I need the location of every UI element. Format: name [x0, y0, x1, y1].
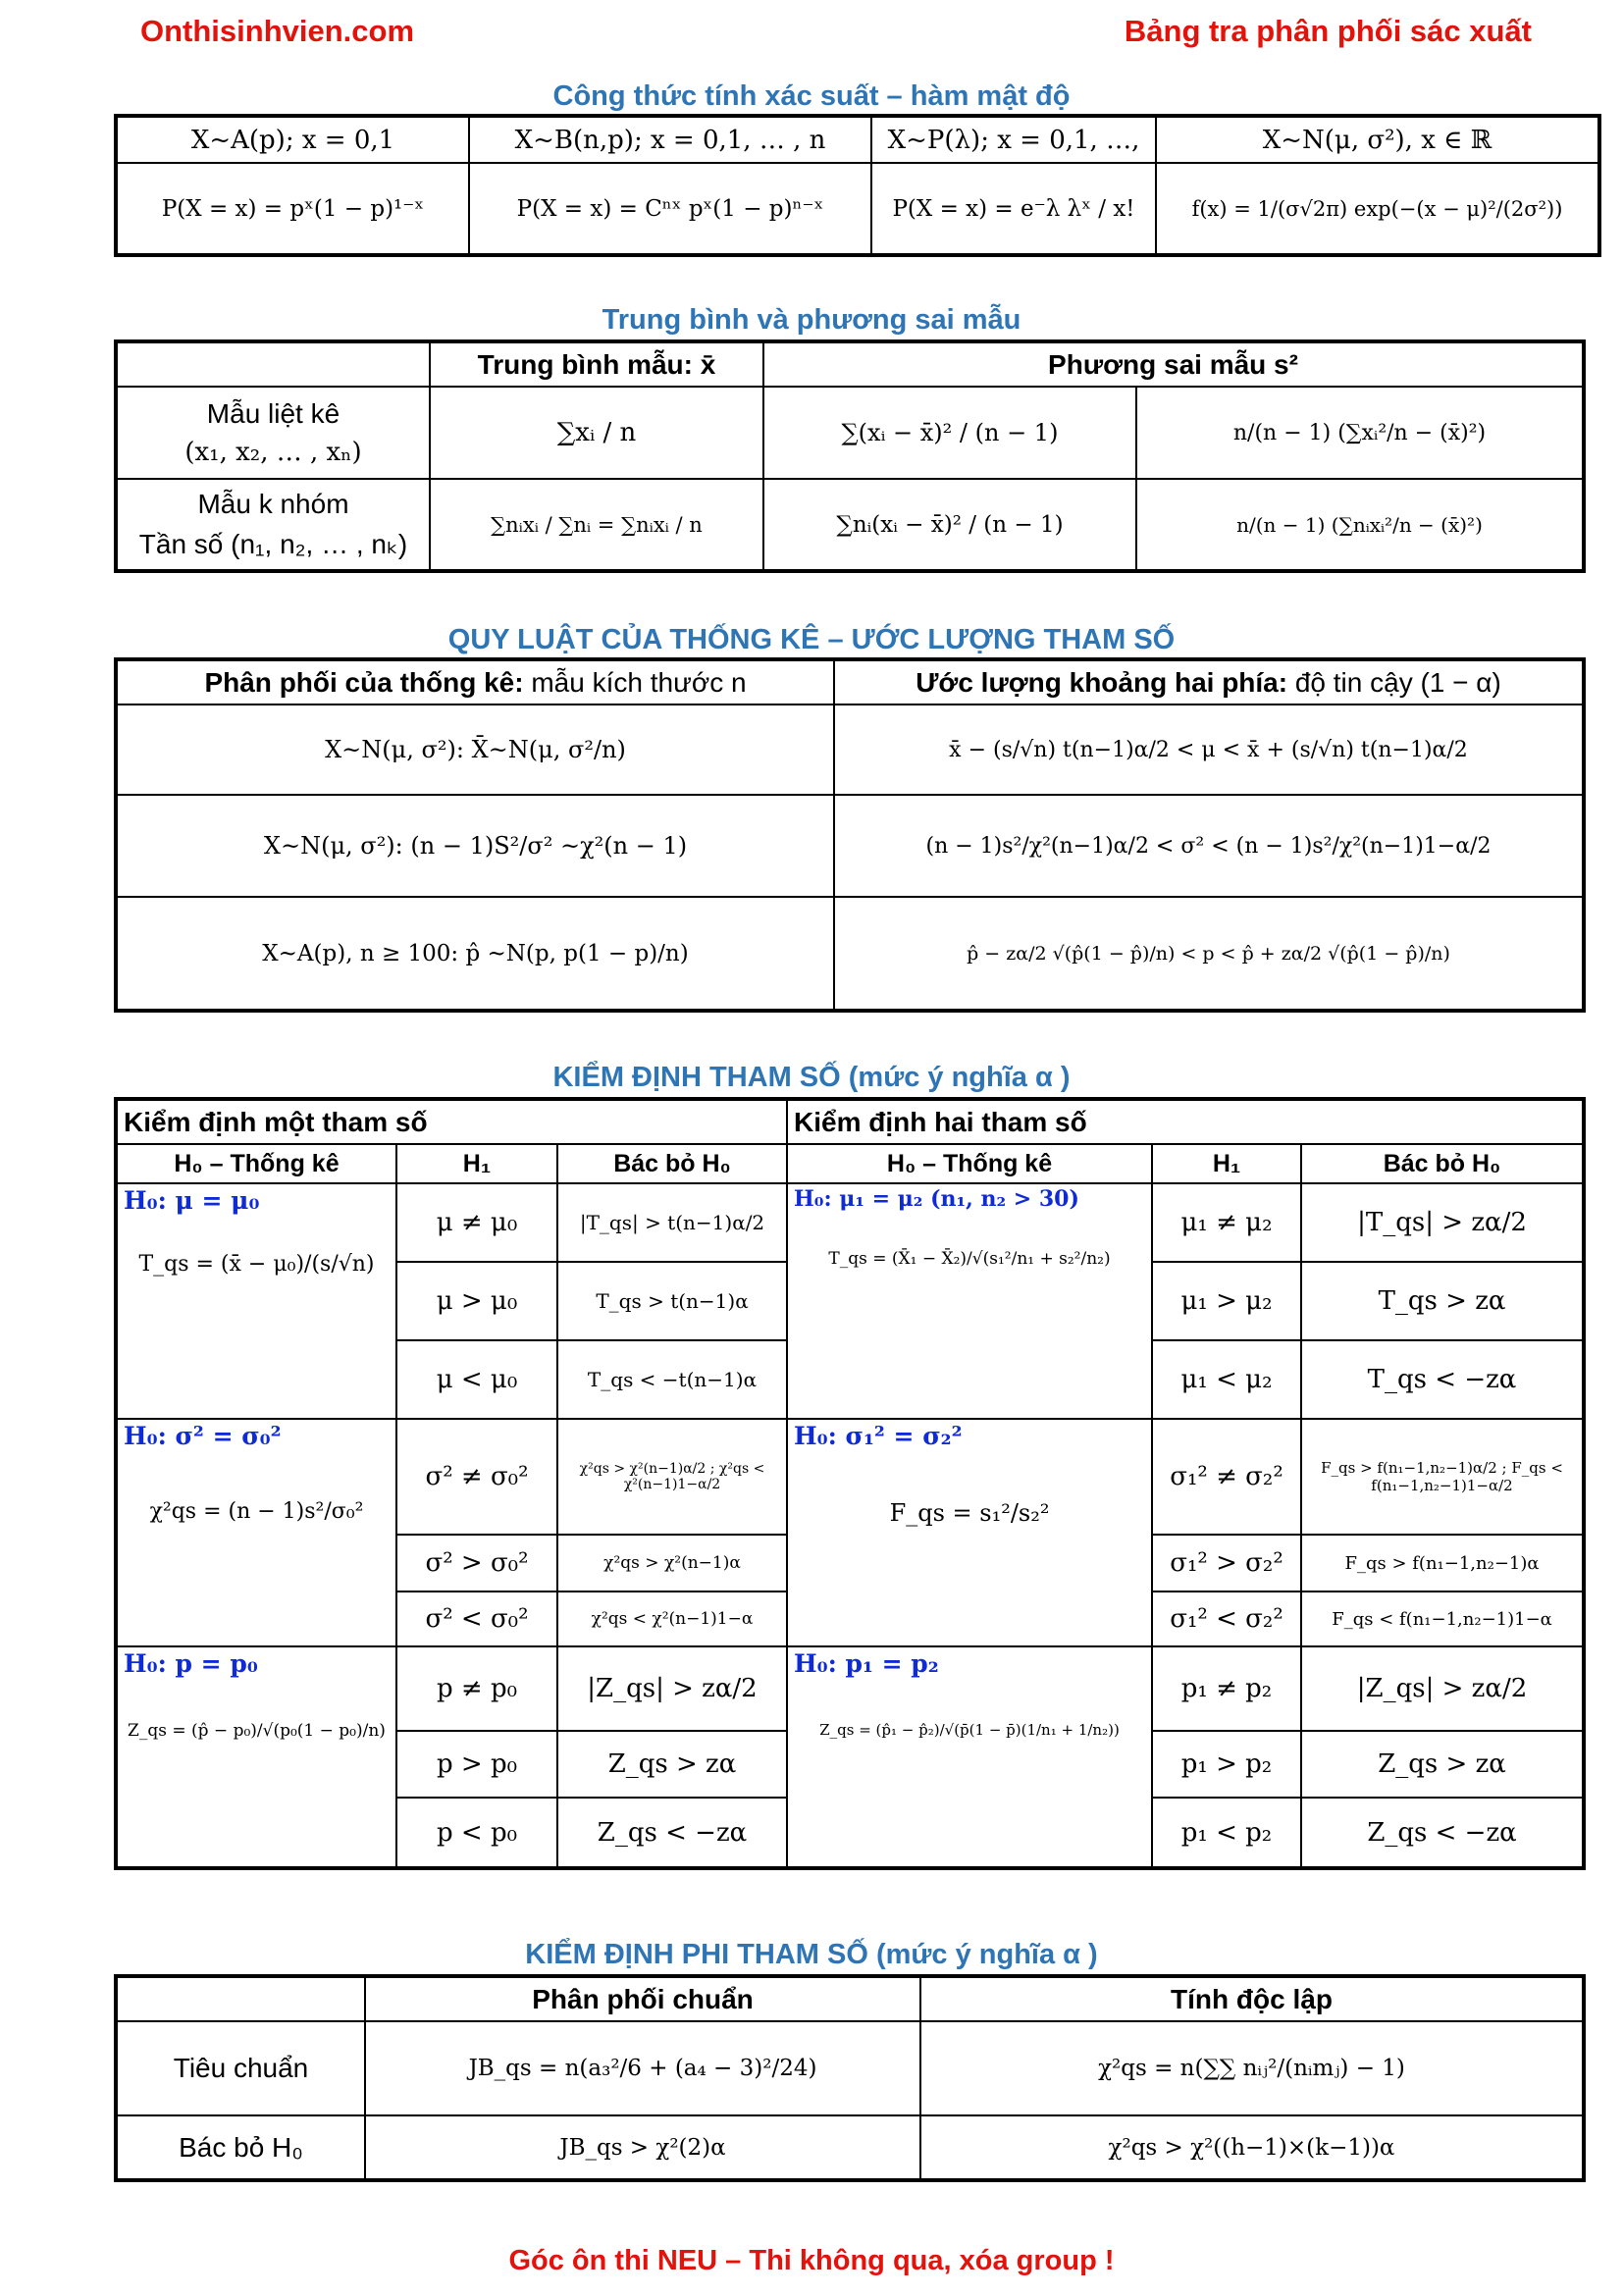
h1-cell: σ² < σ₀²: [396, 1592, 557, 1646]
mean-header: Trung bình mẫu: x̄: [430, 341, 763, 387]
h1-cell: p < p₀: [396, 1798, 557, 1868]
h1-cell: σ² ≠ σ₀²: [396, 1419, 557, 1535]
variance-test-two: H₀: σ₁² = σ₂² F_qs = s₁²/s₂²: [787, 1419, 1152, 1646]
listed-sample-label: Mẫu liệt kê (x₁, x₂, … , xₙ): [116, 387, 430, 479]
col-h0-left: H₀ – Thống kê: [116, 1144, 396, 1183]
jb-reject: JB_qs > χ²(2)α: [365, 2115, 920, 2180]
reject-cell: |Z_qs| > zα/2: [1301, 1646, 1584, 1731]
section-estimation-title: QUY LUẬT CỦA THỐNG KÊ – ƯỚC LƯỢNG THAM SỐ: [447, 624, 1176, 655]
chi-square-reject: χ²qs > χ²((h−1)×(k−1))α: [920, 2115, 1584, 2180]
proportion-test-one: H₀: p = p₀ Z_qs = (p̂ − p₀)/√(p₀(1 − p₀)/n): [116, 1646, 396, 1868]
sheet-title: Bảng tra phân phối sác xuất: [1124, 14, 1532, 48]
col-h1-left: H₁: [396, 1144, 557, 1183]
variance-interval: (n − 1)s²/χ²(n−1)α/2 < σ² < (n − 1)s²/χ²(n−1)1−α/2: [834, 795, 1584, 897]
variance-header: Phương sai mẫu s²: [763, 341, 1584, 387]
col-reject-right: Bác bỏ H₀: [1301, 1144, 1584, 1183]
probability-table: [114, 114, 1601, 257]
reject-cell: T_qs > zα: [1301, 1262, 1584, 1340]
col-reject-left: Bác bỏ H₀: [557, 1144, 787, 1183]
one-param-header: Kiểm định một tham số: [116, 1099, 787, 1144]
dist-bernoulli: X~A(p); x = 0,1: [116, 116, 469, 163]
h1-cell: μ₁ ≠ μ₂: [1152, 1183, 1301, 1262]
mean-interval: x̄ − (s/√n) t(n−1)α/2 < μ < x̄ + (s/√n) t(n−1)α/2: [834, 704, 1584, 795]
h1-cell: σ₁² > σ₂²: [1152, 1535, 1301, 1592]
reject-cell: Z_qs > zα: [557, 1731, 787, 1798]
h1-cell: μ₁ > μ₂: [1152, 1262, 1301, 1340]
two-param-header: Kiểm định hai tham số: [787, 1099, 1584, 1144]
col-h0-right: H₀ – Thống kê: [787, 1144, 1152, 1183]
col-h1-right: H₁: [1152, 1144, 1301, 1183]
independence-header: Tính độc lập: [920, 1976, 1584, 2021]
reject-label: Bác bỏ H₀: [116, 2115, 365, 2180]
reject-cell: |Z_qs| > zα/2: [557, 1646, 787, 1731]
criterion-label: Tiêu chuẩn: [116, 2021, 365, 2115]
mean-test-two: H₀: μ₁ = μ₂ (n₁, n₂ > 30) T_qs = (X̄₁ − X̄₂)/√(s₁²/n₁ + s₂²/n₂): [787, 1183, 1152, 1419]
jb-statistic: JB_qs = n(a₃²/6 + (a₄ − 3)²/24): [365, 2021, 920, 2115]
pdf-normal: f(x) = 1/(σ√2π) exp(−(x − μ)²/(2σ²)): [1156, 163, 1599, 255]
listed-variance-1: ∑(xᵢ − x̄)² / (n − 1): [763, 387, 1136, 479]
reject-cell: χ²qs > χ²(n−1)α/2 ; χ²qs < χ²(n−1)1−α/2: [557, 1419, 787, 1535]
reject-cell: Z_qs < −zα: [557, 1798, 787, 1868]
h1-cell: p₁ ≠ p₂: [1152, 1646, 1301, 1731]
grouped-variance-1: ∑nᵢ(xᵢ − x̄)² / (n − 1): [763, 479, 1136, 571]
grouped-sample-label: Mẫu k nhóm Tần số (n₁, n₂, … , nₖ): [116, 479, 430, 571]
h1-cell: p₁ > p₂: [1152, 1731, 1301, 1798]
grouped-variance-2: n/(n − 1) (∑nᵢxᵢ²/n − (x̄)²): [1136, 479, 1584, 571]
h1-cell: μ > μ₀: [396, 1262, 557, 1340]
grouped-mean: ∑nᵢxᵢ / ∑nᵢ = ∑nᵢxᵢ / n: [430, 479, 763, 571]
pmf-bernoulli: P(X = x) = pˣ(1 − p)¹⁻ˣ: [116, 163, 469, 255]
h1-cell: σ₁² ≠ σ₂²: [1152, 1419, 1301, 1535]
dist-normal: X~N(μ, σ²), x ∈ ℝ: [1156, 116, 1599, 163]
section-sample-title: Trung bình và phương sai mẫu: [602, 304, 1021, 336]
chi-square-statistic: χ²qs = n(∑∑ nᵢⱼ²/(nᵢmⱼ) − 1): [920, 2021, 1584, 2115]
reject-cell: Z_qs < −zα: [1301, 1798, 1584, 1868]
section-hypothesis-title: KIỂM ĐỊNH THAM SỐ (mức ý nghĩa α ): [552, 1062, 1071, 1093]
proportion-interval: p̂ − zα/2 √(p̂(1 − p̂)/n) < p < p̂ + zα/2 √(p̂(1 − p̂)/n): [834, 897, 1584, 1011]
reject-cell: |T_qs| > t(n−1)α/2: [557, 1183, 787, 1262]
h1-cell: σ² > σ₀²: [396, 1535, 557, 1592]
nonparametric-table: [114, 1974, 1586, 2182]
listed-variance-2: n/(n − 1) (∑xᵢ²/n − (x̄)²): [1136, 387, 1584, 479]
estimation-table: [114, 657, 1586, 1013]
proportion-test-two: H₀: p₁ = p₂ Z_qs = (p̂₁ − p̂₂)/√(p̄(1 − p̄)(1/n₁ + 1/n₂)): [787, 1646, 1152, 1868]
reject-cell: χ²qs < χ²(n−1)1−α: [557, 1592, 787, 1646]
reject-cell: χ²qs > χ²(n−1)α: [557, 1535, 787, 1592]
h1-cell: p ≠ p₀: [396, 1646, 557, 1731]
estimation-right-header: Ước lượng khoảng hai phía: độ tin cậy (1 − α): [834, 659, 1584, 704]
reject-cell: T_qs > t(n−1)α: [557, 1262, 787, 1340]
reject-cell: T_qs < −t(n−1)α: [557, 1340, 787, 1419]
proportion-distribution: X~A(p), n ≥ 100: p̂ ~N(p, p(1 − p)/n): [116, 897, 834, 1011]
h1-cell: μ₁ < μ₂: [1152, 1340, 1301, 1419]
normality-header: Phân phối chuẩn: [365, 1976, 920, 2021]
footer-note: Góc ôn thi NEU – Thi không qua, xóa group !: [508, 2245, 1115, 2276]
reject-cell: F_qs < f(n₁−1,n₂−1)1−α: [1301, 1592, 1584, 1646]
pmf-binomial: P(X = x) = Cⁿˣ pˣ(1 − p)ⁿ⁻ˣ: [469, 163, 871, 255]
section-nonparametric-title: KIỂM ĐỊNH PHI THAM SỐ (mức ý nghĩa α ): [525, 1939, 1098, 1970]
reject-cell: T_qs < −zα: [1301, 1340, 1584, 1419]
hypothesis-table: [114, 1097, 1586, 1870]
reject-cell: |T_qs| > zα/2: [1301, 1183, 1584, 1262]
section-probability-title: Công thức tính xác suất – hàm mật độ: [552, 80, 1071, 112]
h1-cell: μ ≠ μ₀: [396, 1183, 557, 1262]
mean-distribution: X~N(μ, σ²): X̄~N(μ, σ²/n): [116, 704, 834, 795]
dist-binomial: X~B(n,p); x = 0,1, … , n: [469, 116, 871, 163]
reject-cell: F_qs > f(n₁−1,n₂−1)α: [1301, 1535, 1584, 1592]
dist-poisson: X~P(λ); x = 0,1, …,: [871, 116, 1156, 163]
variance-test-one: H₀: σ² = σ₀² χ²qs = (n − 1)s²/σ₀²: [116, 1419, 396, 1646]
h1-cell: σ₁² < σ₂²: [1152, 1592, 1301, 1646]
listed-mean: ∑xᵢ / n: [430, 387, 763, 479]
estimation-left-header: Phân phối của thống kê: mẫu kích thước n: [116, 659, 834, 704]
reject-cell: F_qs > f(n₁−1,n₂−1)α/2 ; F_qs < f(n₁−1,n₂−1)1−α/2: [1301, 1419, 1584, 1535]
h1-cell: p > p₀: [396, 1731, 557, 1798]
pmf-poisson: P(X = x) = e⁻λ λˣ / x!: [871, 163, 1156, 255]
site-name: Onthisinhvien.com: [140, 14, 415, 48]
reject-cell: Z_qs > zα: [1301, 1731, 1584, 1798]
h1-cell: μ < μ₀: [396, 1340, 557, 1419]
mean-test-one: H₀: μ = μ₀ T_qs = (x̄ − μ₀)/(s/√n): [116, 1183, 396, 1419]
variance-distribution: X~N(μ, σ²): (n − 1)S²/σ² ~χ²(n − 1): [116, 795, 834, 897]
sample-table: [114, 339, 1586, 573]
h1-cell: p₁ < p₂: [1152, 1798, 1301, 1868]
